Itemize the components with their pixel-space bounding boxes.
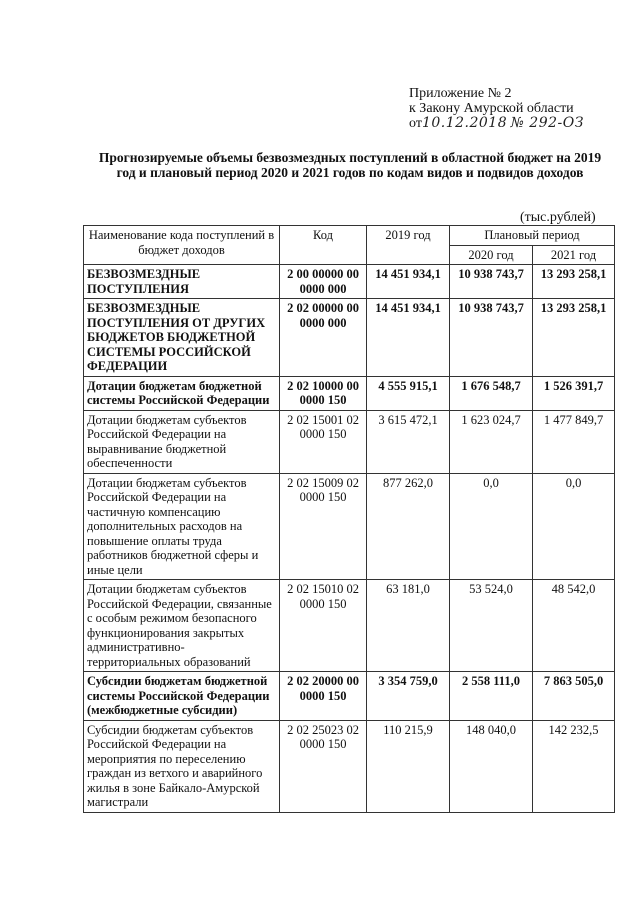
row-2019: 110 215,9 [367,720,450,812]
row-code: 2 00 00000 00 0000 000 [280,265,367,299]
row-name: Дотации бюджетам субъектов Российской Федерации на частичную компенсацию дополнительных расходов на повышение оплаты труда работников бюджетной сферы и иные цели [84,473,280,580]
row-2021: 1 526 391,7 [533,376,615,410]
revenue-table [83,225,615,813]
row-2021: 7 863 505,0 [533,672,615,721]
row-name: Дотации бюджетам субъектов Российской Федерации на выравнивание бюджетной обеспеченности [84,410,280,473]
row-code: 2 02 10000 00 0000 150 [280,376,367,410]
table-row [84,299,615,377]
row-2020: 0,0 [450,473,533,580]
appendix-law-number-handwritten: № 292-ОЗ [510,115,584,131]
appendix-number: Приложение № 2 [409,86,512,101]
row-2019: 63 181,0 [367,580,450,672]
row-name: Дотации бюджетам субъектов Российской Федерации, связанные с особым режимом безопасного функционирования закрытых административно-территориальных образований [84,580,280,672]
row-2021: 0,0 [533,473,615,580]
row-2021: 13 293 258,1 [533,265,615,299]
table-header-row [84,226,615,246]
row-2020: 148 040,0 [450,720,533,812]
table-row [84,672,615,721]
appendix-block [409,86,584,131]
row-name: Субсидии бюджетам бюджетной системы Российской Федерации (межбюджетные субсидии) [84,672,280,721]
row-2019: 14 451 934,1 [367,265,450,299]
appendix-date-line [409,116,584,131]
row-name: БЕЗВОЗМЕЗДНЫЕ ПОСТУПЛЕНИЯ ОТ ДРУГИХ БЮДЖЕТОВ БЮДЖЕТНОЙ СИСТЕМЫ РОССИЙСКОЙ ФЕДЕРАЦИИ [84,299,280,377]
units-label: (тыс.рублей) [520,210,596,225]
row-code: 2 02 20000 00 0000 150 [280,672,367,721]
row-code: 2 02 25023 02 0000 150 [280,720,367,812]
header-name: Наименование кода поступлений в бюджет доходов [84,226,280,265]
row-2020: 1 676 548,7 [450,376,533,410]
row-2020: 53 524,0 [450,580,533,672]
row-2020: 10 938 743,7 [450,299,533,377]
row-2020: 10 938 743,7 [450,265,533,299]
table-row [84,265,615,299]
row-2021: 1 477 849,7 [533,410,615,473]
row-name: Субсидии бюджетам субъектов Российской Федерации на мероприятия по переселению граждан из ветхого и аварийного жилья в зоне Байкало-Амурской магистрали [84,720,280,812]
row-2019: 14 451 934,1 [367,299,450,377]
table-row [84,376,615,410]
appendix-date-prefix: от [409,116,422,131]
table-row [84,473,615,580]
appendix-date-handwritten: 10.12.2018 [421,115,508,131]
appendix-law-ref: к Закону Амурской области [409,101,574,116]
header-2019: 2019 год [367,226,450,265]
row-2021: 142 232,5 [533,720,615,812]
row-2019: 3 354 759,0 [367,672,450,721]
row-2021: 48 542,0 [533,580,615,672]
row-code: 2 02 15001 02 0000 150 [280,410,367,473]
table-row [84,580,615,672]
row-2019: 4 555 915,1 [367,376,450,410]
row-name: БЕЗВОЗМЕЗДНЫЕ ПОСТУПЛЕНИЯ [84,265,280,299]
header-plan-period: Плановый период [450,226,615,246]
row-name: Дотации бюджетам бюджетной системы Российской Федерации [84,376,280,410]
row-2019: 3 615 472,1 [367,410,450,473]
table-row [84,720,615,812]
row-2020: 2 558 111,0 [450,672,533,721]
document-title: Прогнозируемые объемы безвозмездных поступлений в областной бюджет на 2019 год и плановый период 2020 и 2021 годов по кодам видов и подвидов доходов [98,150,602,180]
row-code: 2 02 00000 00 0000 000 [280,299,367,377]
row-2021: 13 293 258,1 [533,299,615,377]
row-2020: 1 623 024,7 [450,410,533,473]
header-code: Код [280,226,367,265]
row-2019: 877 262,0 [367,473,450,580]
header-2020: 2020 год [450,245,533,265]
row-code: 2 02 15010 02 0000 150 [280,580,367,672]
header-2021: 2021 год [533,245,615,265]
row-code: 2 02 15009 02 0000 150 [280,473,367,580]
table-row [84,410,615,473]
